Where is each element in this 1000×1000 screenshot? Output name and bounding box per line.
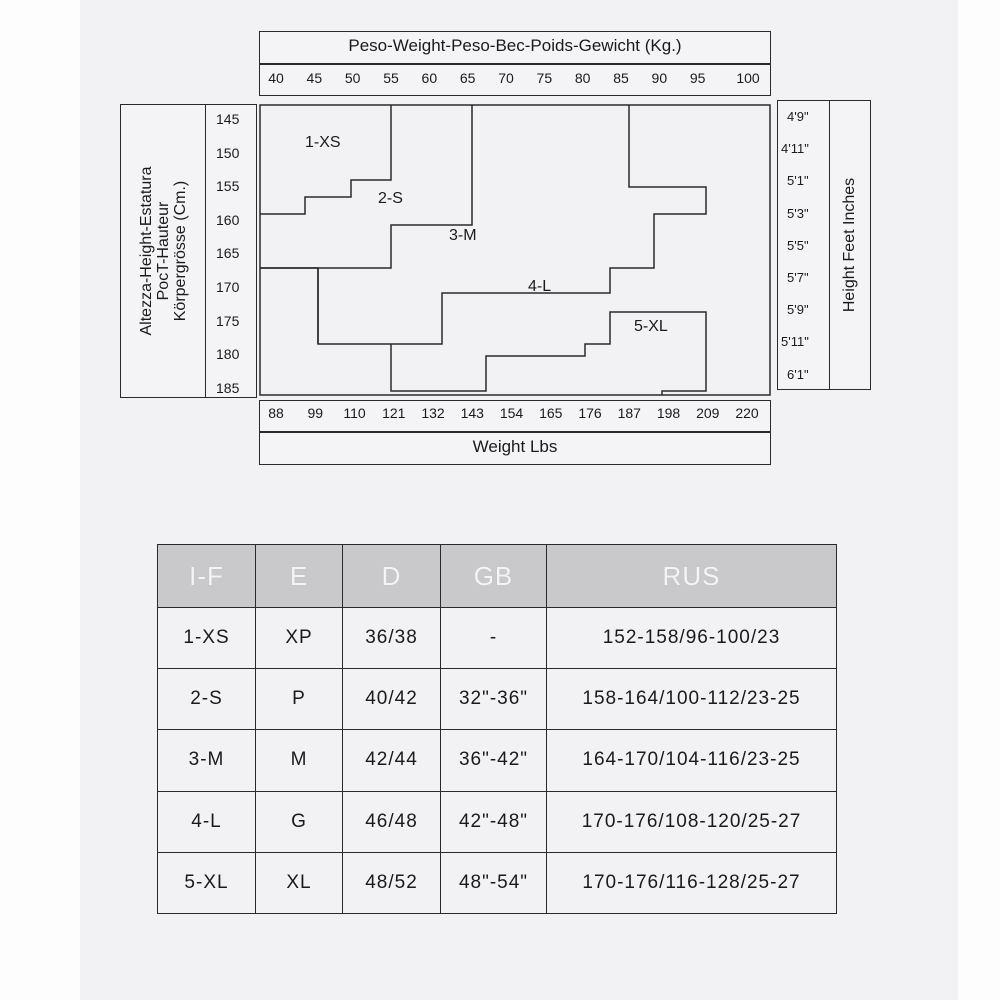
weight-kg-tick: 65 [459,70,476,86]
height-in-title: Height Feet Inches [841,177,858,313]
region-label-m: 3-M [449,227,477,244]
weight-kg-tick: 40 [268,70,284,86]
weight-kg-tick: 60 [421,70,438,86]
table-row [158,852,837,913]
table-cell: 152-158/96-100/23 [547,608,837,669]
height-cm-tick: 155 [216,178,240,195]
weight-lbs-tick: 88 [268,405,284,421]
header-d: D [343,545,441,608]
weight-lbs-tick: 187 [617,405,641,421]
weight-lbs-tick: 176 [578,405,602,421]
height-in-tick: 5'11" [781,334,809,350]
height-in-tick: 5'9" [787,302,809,318]
table-row [158,608,837,669]
table-row [158,730,837,791]
weight-lbs-tick: 198 [656,405,681,421]
weight-lbs-tick: 121 [382,405,406,421]
table-row [158,669,837,730]
table-cell: 48/52 [343,852,441,913]
weight-kg-tick: 45 [306,70,323,86]
height-cm-title-line-3: Körpergrösse (Cm.) [172,180,189,322]
table-cell: 32"-36" [441,669,547,730]
table-body [158,608,837,914]
height-cm-tick: 150 [216,144,240,161]
table-cell: 4-L [158,791,256,852]
weight-kg-tick: 100 [736,70,760,86]
boundary-s-m [260,105,472,268]
height-in-tick: 5'1" [787,173,809,189]
weight-kg-tick: 55 [383,70,399,86]
table-cell: 170-176/116-128/25-27 [547,852,837,913]
boundary-xs-s [260,105,391,214]
table-cell: 48"-54" [441,852,547,913]
weight-kg-tick: 70 [498,70,514,86]
table-cell: 36"-42" [441,730,547,791]
weight-kg-tick: 50 [344,70,361,86]
weight-kg-tick: 80 [574,70,591,86]
weight-lbs-tick: 143 [460,405,484,421]
weight-lbs-tick: 209 [696,405,720,421]
table-cell: 46/48 [343,791,441,852]
height-cm-tick: 145 [216,111,240,127]
weight-lbs-tick: 110 [343,405,366,421]
header-rus: RUS [547,545,837,608]
height-cm-title-line-2: PocT-Hauteur [155,201,172,301]
table-cell: 164-170/104-116/23-25 [547,730,837,791]
table-cell: P [256,669,343,730]
weight-lbs-title: Weight Lbs [472,437,558,456]
table-cell: 3-M [158,730,256,791]
table-cell: M [256,730,343,791]
table-cell: 5-XL [158,852,256,913]
header-e: E [256,545,343,608]
table-cell: 42"-48" [441,791,547,852]
region-label-l: 4-L [528,278,552,295]
table-header-row [158,545,837,608]
weight-lbs-tick: 220 [735,405,759,421]
table-cell: 170-176/108-120/25-27 [547,791,837,852]
table-cell: - [441,608,547,669]
height-in-tick: 5'5" [787,237,809,253]
weight-lbs-tick: 154 [499,405,524,421]
height-cm-tick: 160 [216,211,240,228]
weight-kg-tick: 95 [689,70,706,86]
height-cm-tick: 175 [216,312,240,329]
weight-kg-tick: 75 [536,70,553,86]
height-cm-tick: 165 [216,245,240,262]
table-cell: 36/38 [343,608,441,669]
height-cm-tick: 170 [216,279,240,295]
height-cm-tick: 185 [216,379,240,396]
height-cm-tick: 180 [216,346,240,363]
table-cell: 1-XS [158,608,256,669]
region-label-xs: 1-XS [305,134,341,151]
table-cell: XL [256,852,343,913]
weight-lbs-tick: 132 [421,405,445,421]
table-cell: G [256,791,343,852]
region-label-xl: 5-XL [634,318,668,335]
table-cell: 40/42 [343,669,441,730]
weight-kg-tick: 90 [651,70,668,86]
height-in-tick: 5'7" [787,270,809,285]
weight-kg-tick: 85 [613,70,629,86]
weight-kg-title: Peso-Weight-Peso-Bec-Poids-Gewicht (Kg.) [348,36,682,55]
region-label-s: 2-S [378,190,403,207]
header-if: I-F [158,545,256,608]
header-gb: GB [441,545,547,608]
height-cm-title-line-1: Altezza-Height-Estatura [138,166,155,336]
table-cell: 2-S [158,669,256,730]
table-cell: 158-164/100-112/23-25 [547,669,837,730]
height-in-tick: 4'11" [781,141,809,157]
table-cell: 42/44 [343,730,441,791]
weight-lbs-tick: 99 [307,405,324,421]
height-in-tick: 5'3" [787,205,809,221]
size-conversion-table [157,544,837,914]
weight-lbs-tick: 165 [539,405,563,421]
height-in-tick: 6'1" [787,366,809,382]
table-cell: XP [256,608,343,669]
table-row [158,791,837,852]
weight-lbs-divider [259,431,771,433]
height-in-tick: 4'9" [787,109,809,124]
